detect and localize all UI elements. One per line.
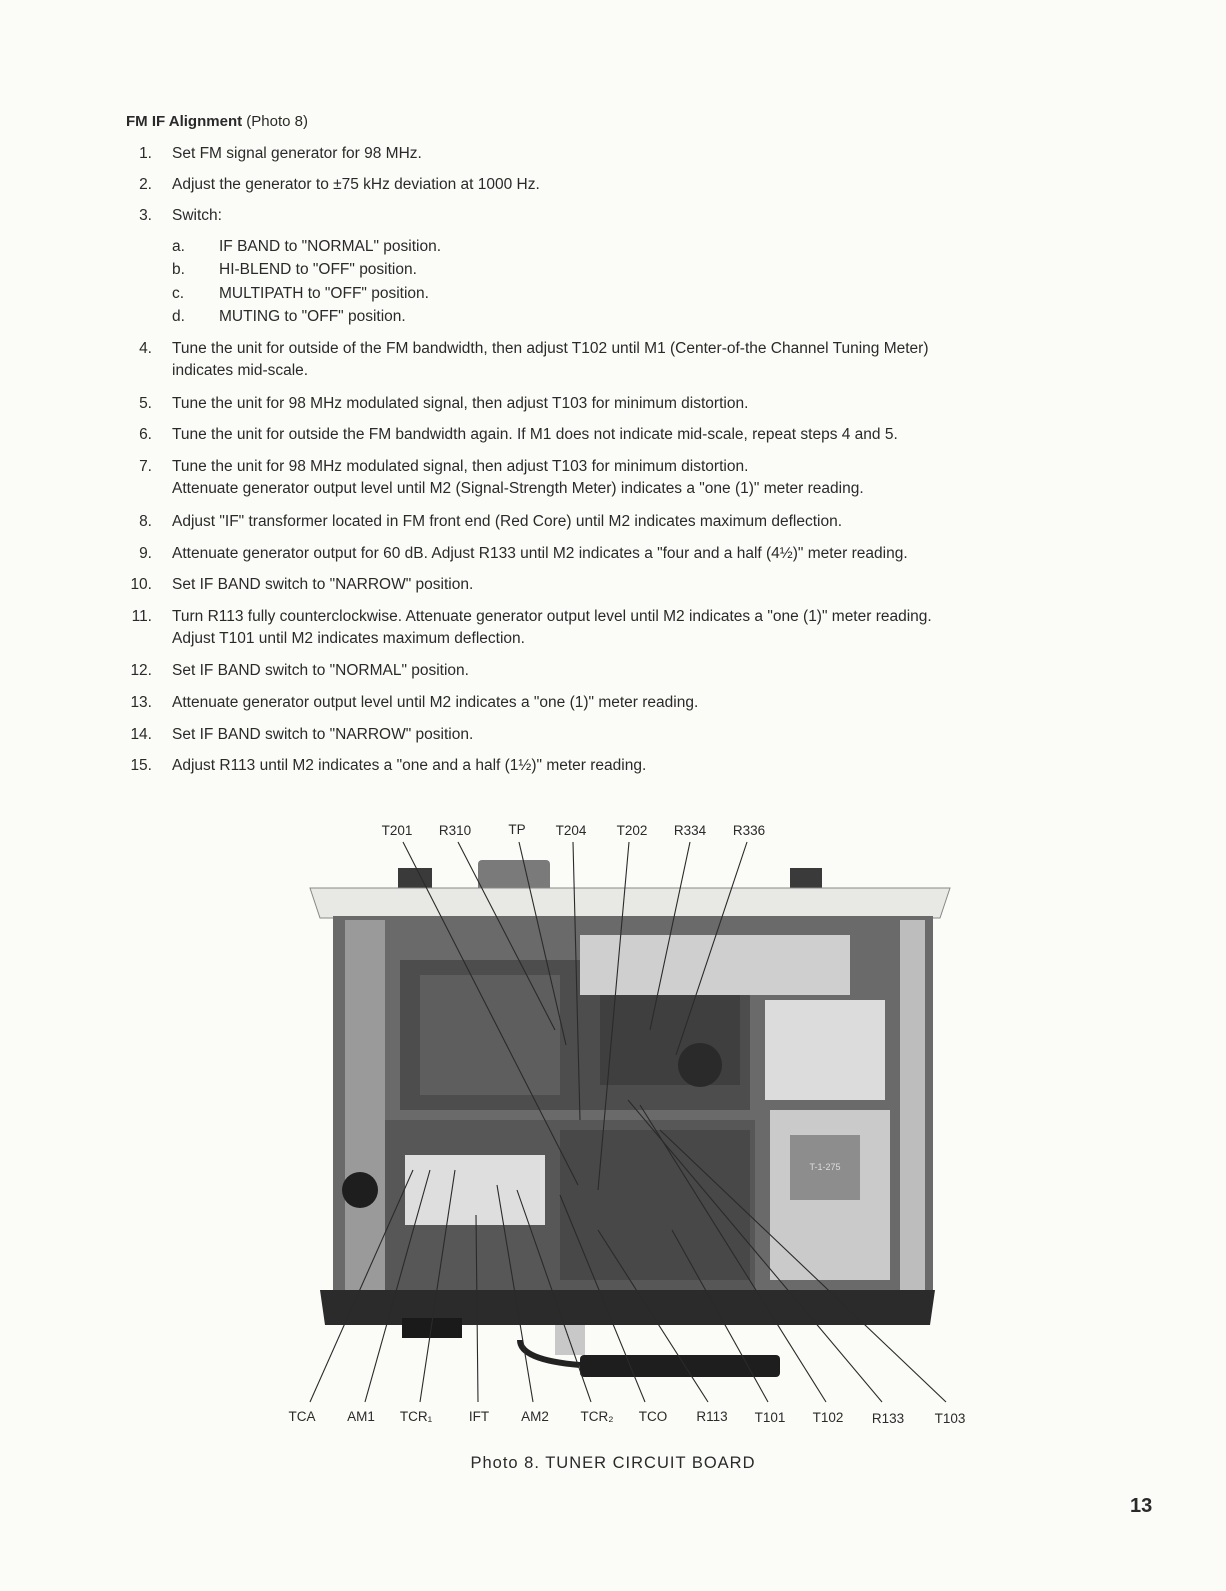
label-tca: TCA — [288, 1409, 316, 1424]
label-tp: TP — [508, 822, 526, 837]
section-photo-ref: (Photo 8) — [246, 113, 308, 130]
transformer-marking: T-1-275 — [809, 1162, 841, 1172]
label-r334: R334 — [673, 823, 707, 838]
label-am1: AM1 — [347, 1409, 375, 1424]
label-r133: R133 — [871, 1411, 905, 1426]
bottom-labels — [289, 1409, 966, 1426]
photo-caption: Photo 8. TUNER CIRCUIT BOARD — [470, 1454, 756, 1472]
label-t103: T103 — [934, 1411, 966, 1426]
tuner-circuit-board-photo — [288, 815, 980, 1435]
top-labels — [382, 822, 766, 838]
label-t204: T204 — [555, 823, 587, 838]
label-t201: T201 — [381, 823, 413, 838]
section-heading — [126, 113, 308, 130]
label-tcr1: TCR₁ — [399, 1409, 433, 1424]
label-ift: IFT — [468, 1409, 490, 1424]
label-tcr2: TCR₂ — [580, 1409, 614, 1424]
label-r336: R336 — [732, 823, 766, 838]
label-tco: TCO — [638, 1409, 668, 1424]
section-title: FM IF Alignment — [126, 113, 243, 130]
label-t101: T101 — [754, 1410, 786, 1425]
label-am2: AM2 — [521, 1409, 549, 1424]
label-t102: T102 — [812, 1410, 844, 1425]
label-r310: R310 — [438, 823, 472, 838]
label-r113: R113 — [696, 1409, 728, 1424]
page-number: 13 — [1130, 1495, 1153, 1517]
label-t202: T202 — [616, 823, 648, 838]
